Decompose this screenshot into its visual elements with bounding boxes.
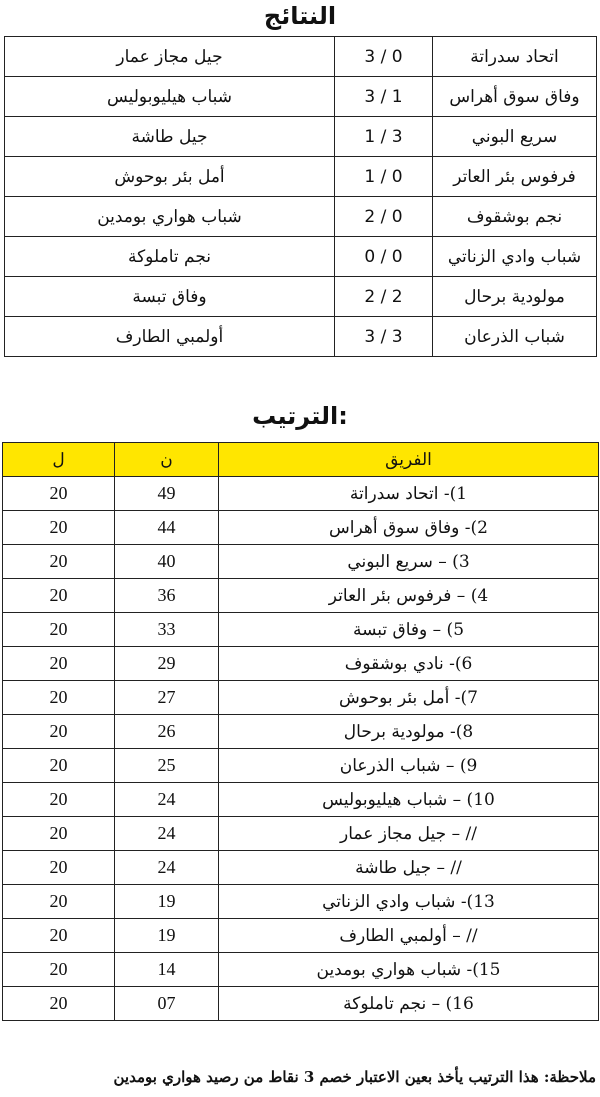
- standings-row: [3, 715, 599, 749]
- home-team: وفاق سوق أهراس: [433, 77, 597, 117]
- team-name: 13)- شباب وادي الزناتي: [219, 885, 599, 919]
- standings-row: [3, 783, 599, 817]
- result-row: [5, 317, 597, 357]
- away-team: وفاق تبسة: [5, 277, 335, 317]
- result-row: [5, 197, 597, 237]
- note-text: ملاحظة: هذا الترتيب يأخذ بعين الاعتبار خصم 3 نقاط من رصيد هواري بومدين: [113, 1068, 596, 1086]
- result-row: [5, 237, 597, 277]
- team-points: 14: [115, 953, 219, 987]
- team-points: 24: [115, 783, 219, 817]
- standings-row: [3, 647, 599, 681]
- standings-row: [3, 851, 599, 885]
- home-team: فرفوس بئر العاتر: [433, 157, 597, 197]
- match-score: 1 / 3: [335, 117, 433, 157]
- games-played: 20: [3, 511, 115, 545]
- team-points: 07: [115, 987, 219, 1021]
- standings-row: [3, 579, 599, 613]
- games-played: 20: [3, 749, 115, 783]
- team-name: 3) – سريع البوني: [219, 545, 599, 579]
- result-row: [5, 157, 597, 197]
- team-name: 15)- شباب هواري بومدين: [219, 953, 599, 987]
- standings-header-row: [3, 443, 599, 477]
- team-points: 29: [115, 647, 219, 681]
- result-row: [5, 277, 597, 317]
- team-points: 24: [115, 851, 219, 885]
- games-played: 20: [3, 715, 115, 749]
- results-table: [4, 36, 597, 357]
- away-team: جيل طاشة: [5, 117, 335, 157]
- games-played: 20: [3, 851, 115, 885]
- match-score: 2 / 2: [335, 277, 433, 317]
- team-name: 6)- نادي بوشقوف: [219, 647, 599, 681]
- team-points: 19: [115, 885, 219, 919]
- standings-row: [3, 477, 599, 511]
- games-played: 20: [3, 477, 115, 511]
- home-team: مولودية برحال: [433, 277, 597, 317]
- match-score: 1 / 0: [335, 157, 433, 197]
- standings-table: [2, 442, 599, 1021]
- games-played: 20: [3, 987, 115, 1021]
- team-name: // – جيل طاشة: [219, 851, 599, 885]
- team-points: 25: [115, 749, 219, 783]
- team-points: 36: [115, 579, 219, 613]
- home-team: اتحاد سدراتة: [433, 37, 597, 77]
- team-name: 7)- أمل بئر بوحوش: [219, 681, 599, 715]
- team-points: 19: [115, 919, 219, 953]
- home-team: سريع البوني: [433, 117, 597, 157]
- standings-row: [3, 681, 599, 715]
- team-points: 44: [115, 511, 219, 545]
- team-points: 26: [115, 715, 219, 749]
- standings-title: الترتيب:: [252, 402, 348, 430]
- result-row: [5, 117, 597, 157]
- away-team: نجم تاملوكة: [5, 237, 335, 277]
- team-points: 33: [115, 613, 219, 647]
- standings-row: [3, 511, 599, 545]
- games-played: 20: [3, 613, 115, 647]
- away-team: شباب هواري بومدين: [5, 197, 335, 237]
- away-team: أولمبي الطارف: [5, 317, 335, 357]
- team-name: 5) – وفاق تبسة: [219, 613, 599, 647]
- standings-row: [3, 749, 599, 783]
- games-played: 20: [3, 919, 115, 953]
- home-team: نجم بوشقوف: [433, 197, 597, 237]
- header-team: الفريق: [219, 443, 599, 477]
- team-name: 9) – شباب الذرعان: [219, 749, 599, 783]
- team-name: 4) – فرفوس بئر العاتر: [219, 579, 599, 613]
- header-points: ن: [115, 443, 219, 477]
- away-team: شباب هيليوبوليس: [5, 77, 335, 117]
- match-score: 2 / 0: [335, 197, 433, 237]
- match-score: 3 / 0: [335, 37, 433, 77]
- match-score: 3 / 1: [335, 77, 433, 117]
- match-score: 3 / 3: [335, 317, 433, 357]
- team-name: 10) – شباب هيليوبوليس: [219, 783, 599, 817]
- games-played: 20: [3, 545, 115, 579]
- standings-row: [3, 987, 599, 1021]
- result-row: [5, 37, 597, 77]
- games-played: 20: [3, 885, 115, 919]
- standings-row: [3, 545, 599, 579]
- team-points: 27: [115, 681, 219, 715]
- team-name: 2)- وفاق سوق أهراس: [219, 511, 599, 545]
- team-name: // – أولمبي الطارف: [219, 919, 599, 953]
- away-team: جيل مجاز عمار: [5, 37, 335, 77]
- match-score: 0 / 0: [335, 237, 433, 277]
- standings-row: [3, 613, 599, 647]
- team-points: 24: [115, 817, 219, 851]
- standings-row: [3, 817, 599, 851]
- team-points: 40: [115, 545, 219, 579]
- team-name: 8)- مولودية برحال: [219, 715, 599, 749]
- standings-row: [3, 953, 599, 987]
- games-played: 20: [3, 579, 115, 613]
- away-team: أمل بئر بوحوش: [5, 157, 335, 197]
- header-played: ل: [3, 443, 115, 477]
- team-name: 1)- اتحاد سدراتة: [219, 477, 599, 511]
- team-points: 49: [115, 477, 219, 511]
- standings-row: [3, 885, 599, 919]
- games-played: 20: [3, 783, 115, 817]
- result-row: [5, 77, 597, 117]
- team-name: // – جيل مجاز عمار: [219, 817, 599, 851]
- home-team: شباب الذرعان: [433, 317, 597, 357]
- standings-row: [3, 919, 599, 953]
- team-name: 16) – نجم تاملوكة: [219, 987, 599, 1021]
- games-played: 20: [3, 953, 115, 987]
- games-played: 20: [3, 681, 115, 715]
- results-title: النتائج: [263, 2, 337, 30]
- games-played: 20: [3, 647, 115, 681]
- games-played: 20: [3, 817, 115, 851]
- home-team: شباب وادي الزناتي: [433, 237, 597, 277]
